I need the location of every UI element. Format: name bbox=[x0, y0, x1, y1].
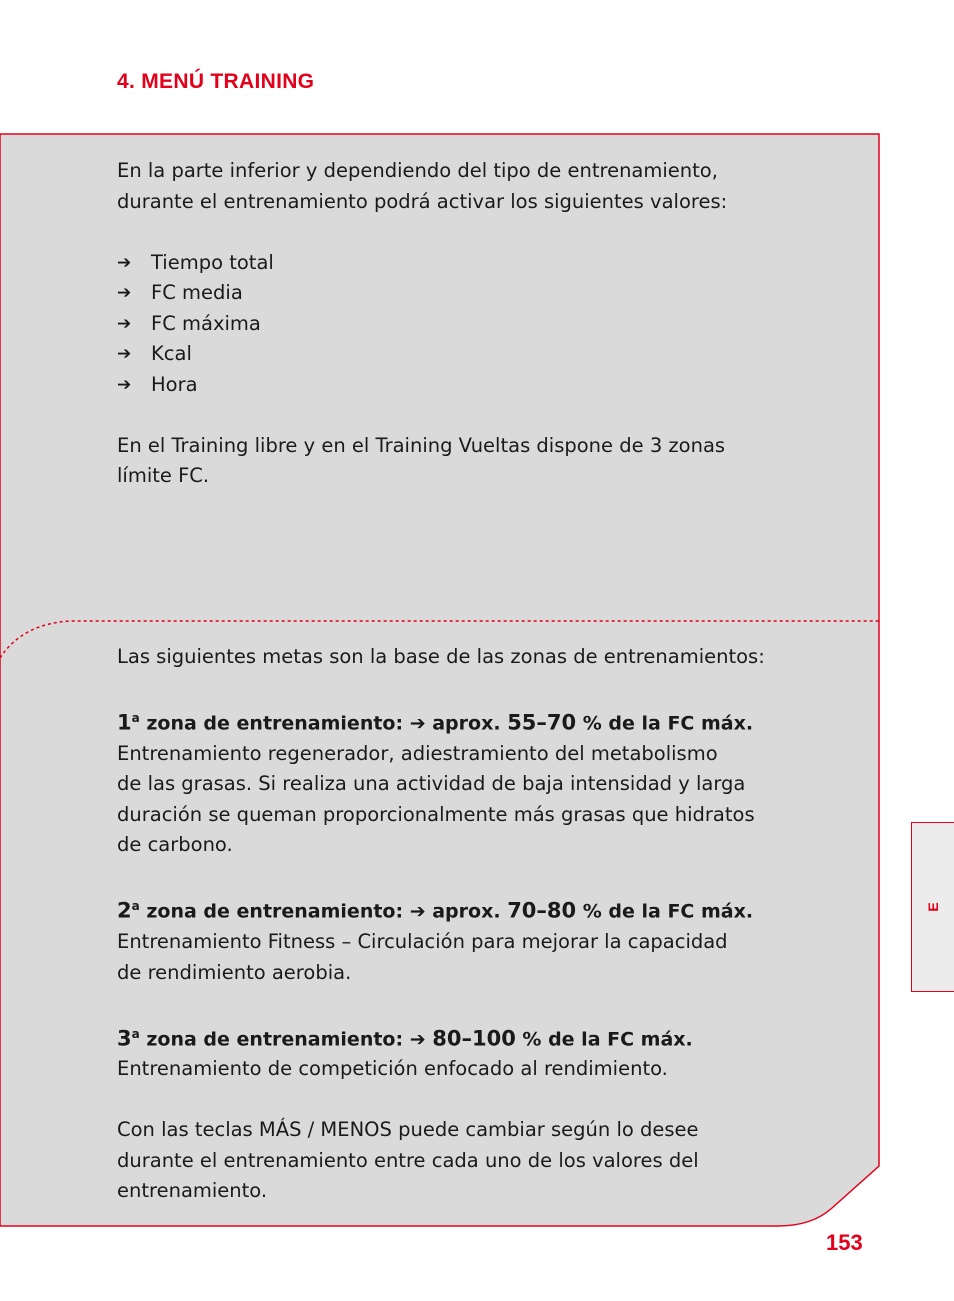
zone-description-line: Entrenamiento regenerador, adiestramiento del metabolismo bbox=[117, 741, 718, 765]
list-item bbox=[117, 370, 857, 401]
section-title: 4. MENÚ TRAINING bbox=[117, 70, 315, 93]
zone-description-line: Entrenamiento de competición enfocado al rendimiento. bbox=[117, 1057, 668, 1081]
list-item-label: Hora bbox=[151, 372, 198, 396]
zone-heading: 3$^a$ zona de entrenamiento: ➔ 80–100 % de la FC máx. bbox=[117, 1025, 693, 1050]
zone-description-line: Entrenamiento Fitness – Circulación para mejorar la capacidad bbox=[117, 930, 728, 954]
arrow-right-icon: ➔ bbox=[117, 283, 132, 303]
zones-note-line: En el Training libre y en el Training Vueltas dispone de 3 zonas bbox=[117, 433, 726, 457]
list-item-label: FC máxima bbox=[151, 311, 261, 335]
panel-bottom-text bbox=[117, 642, 857, 1207]
arrow-right-icon: ➔ bbox=[117, 252, 132, 273]
zones-note-line: límite FC. bbox=[117, 464, 210, 487]
arrow-right-icon: ➔ bbox=[117, 344, 132, 364]
arrow-right-icon: ➔ bbox=[409, 712, 426, 735]
closing-line: durante el entrenamiento entre cada uno de los valores del bbox=[117, 1148, 699, 1172]
zones-intro: Las siguientes metas son la base de las zonas de entrenamientos: bbox=[117, 645, 765, 668]
list-item bbox=[117, 248, 857, 279]
zone-description-line: duración se queman proporcionalmente más grasas que hidratos bbox=[117, 802, 755, 826]
intro-line: durante el entrenamiento podrá activar los siguientes valores: bbox=[117, 189, 728, 213]
closing-line: Con las teclas MÁS / MENOS puede cambiar según lo desee bbox=[117, 1118, 699, 1142]
language-tab[interactable] bbox=[911, 822, 954, 992]
zone-heading: 2$^a$ zona de entrenamiento: ➔ aprox. 70–80 % de la FC máx. bbox=[117, 898, 754, 923]
closing-line: entrenamiento. bbox=[117, 1179, 268, 1203]
page-number: 153 bbox=[826, 1230, 863, 1255]
list-item bbox=[117, 278, 857, 309]
language-tab-label: E bbox=[925, 902, 941, 912]
values-list bbox=[117, 248, 857, 401]
list-item-label: FC media bbox=[151, 281, 243, 304]
zone-heading: 1$^a$ zona de entrenamiento: ➔ aprox. 55–70 % de la FC máx. bbox=[117, 710, 754, 735]
intro-line: En la parte inferior y dependiendo del tipo de entrenamiento, bbox=[117, 159, 718, 182]
arrow-right-icon: ➔ bbox=[117, 374, 132, 395]
panel-top-text bbox=[117, 156, 857, 492]
list-item-label: Tiempo total bbox=[151, 250, 274, 274]
zone-description-line: de las grasas. Si realiza una actividad de baja intensidad y larga bbox=[117, 772, 746, 796]
arrow-right-icon: ➔ bbox=[409, 1027, 426, 1050]
arrow-right-icon: ➔ bbox=[117, 313, 132, 334]
list-item-label: Kcal bbox=[151, 342, 192, 365]
zone-description-line: de rendimiento aerobia. bbox=[117, 960, 352, 984]
arrow-right-icon: ➔ bbox=[409, 900, 426, 923]
list-item bbox=[117, 309, 857, 340]
list-item bbox=[117, 339, 857, 370]
zone-description-line: de carbono. bbox=[117, 833, 233, 857]
